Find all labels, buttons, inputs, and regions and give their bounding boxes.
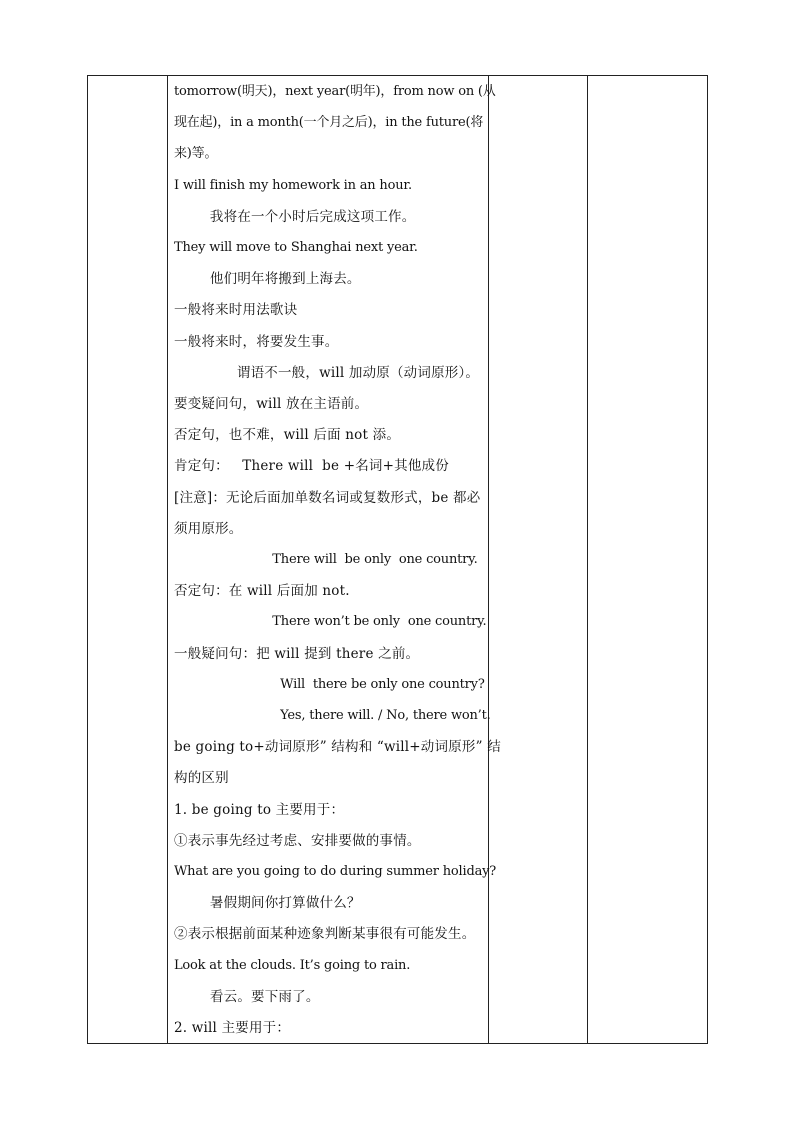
text-line: 现在起)，in a month(一个月之后)，in the future(将 <box>174 115 484 130</box>
text-line: 否定句：在 will 后面加 not. <box>174 583 350 599</box>
content-text <box>168 76 501 1043</box>
text-line: They will move to Shanghai next year. <box>174 240 418 255</box>
text-line: 要变疑问句，will 放在主语前。 <box>174 396 369 412</box>
text-line: What are you going to do during summer holiday? <box>174 864 497 879</box>
text-line: Yes, there will. / No, there won’t. <box>174 708 491 723</box>
text-line: 否定句，也不难，will 后面 not 添。 <box>174 427 401 443</box>
text-line: 一般疑问句：把 will 提到 there 之前。 <box>174 646 420 662</box>
text-line: 看云。要下雨了。 <box>174 989 320 1005</box>
text-line: 一般将来时用法歌诀 <box>174 302 298 318</box>
text-line: [注意]：无论后面加单数名词或复数形式，be 都必 <box>174 490 481 506</box>
text-line: 来)等。 <box>174 146 218 161</box>
text-line: There will be only one country. <box>174 552 478 567</box>
text-line: 2. will 主要用于： <box>174 1020 291 1036</box>
text-line: Will there be only one country? <box>174 677 485 692</box>
table-row <box>88 76 708 1044</box>
text-line: 暑假期间你打算做什么？ <box>174 895 361 911</box>
text-line: be going to+动词原形” 结构和 “will+动词原形” 结 <box>174 739 501 755</box>
text-line: 我将在一个小时后完成这项工作。 <box>174 209 416 225</box>
text-line: 谓语不一般，will 加动原（动词原形）。 <box>174 365 480 381</box>
text-line: 他们明年将搬到上海去。 <box>174 271 361 287</box>
text-line: I will finish my homework in an hour. <box>174 178 412 193</box>
right-column-cell <box>588 76 708 1044</box>
text-line: ②表示根据前面某种迹象判断某事很有可能发生。 <box>174 926 476 942</box>
content-cell <box>168 76 501 1044</box>
text-line: 一般将来时，将要发生事。 <box>174 334 339 350</box>
text-line: 构的区别 <box>174 770 229 786</box>
text-line: ①表示事先经过考虑、安排要做的事情。 <box>174 833 421 849</box>
text-line: 1. be going to 主要用于： <box>174 802 345 818</box>
text-line: 肯定句： There will be +名词+其他成份 <box>174 458 449 474</box>
lesson-table <box>87 75 708 1044</box>
text-line: There won’t be only one country. <box>174 614 487 629</box>
text-line: 须用原形。 <box>174 521 243 537</box>
text-line: tomorrow(明天)，next year(明年)，from now on (从 <box>174 84 496 99</box>
text-line: Look at the clouds. It’s going to rain. <box>174 958 411 973</box>
left-column-cell <box>88 76 168 1044</box>
third-column-cell <box>489 76 588 1044</box>
